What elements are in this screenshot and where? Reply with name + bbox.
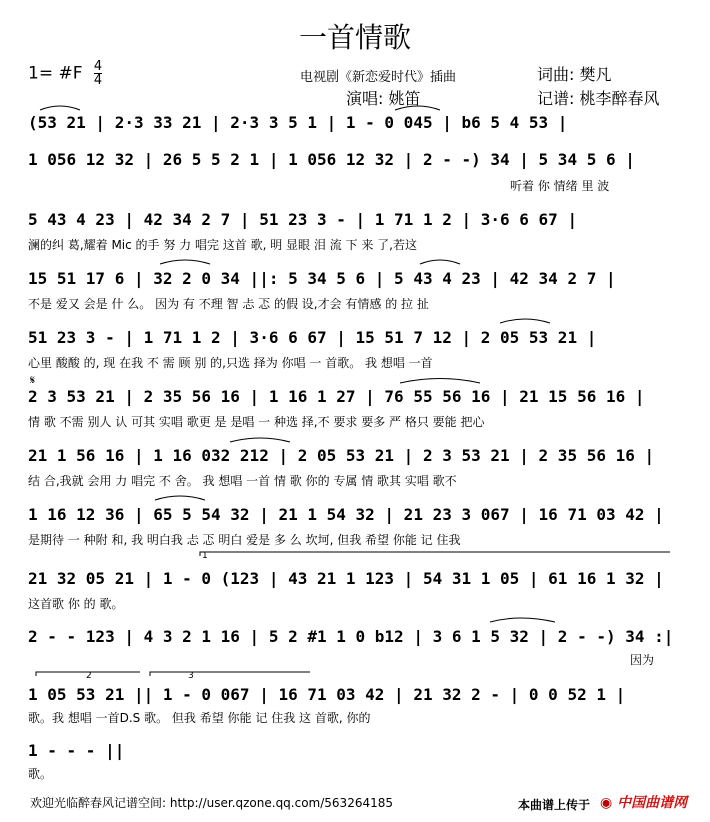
composer: 词曲: 樊凡 xyxy=(537,65,612,84)
time-sig-top: 4 xyxy=(93,59,103,74)
score-line-5-notes: 51 23 3 - | 1 71 1 2 | 3·6 6 67 | 15 51 7 12 | 2 05 53 21 | xyxy=(28,328,597,347)
volta-3-number: 3 xyxy=(188,671,194,681)
key-label: 1= #F xyxy=(28,63,83,84)
score-line-5-lyrics: 心里 酸酸 的, 现 在我 不 需 顾 别 的,只选 择为 你唱 一 首歌。 我 想唱 一首 xyxy=(28,356,433,370)
score-line-10-lyrics: 因为 xyxy=(630,653,655,667)
volta-3-bracket xyxy=(150,672,310,676)
score-line-3-lyrics: 澜的纠 葛,耀着 Mic 的手 努 力 唱完 这首 歌, 明 显眼 泪 流 下 来 了,若这 xyxy=(28,238,417,252)
slur-mark xyxy=(490,618,555,622)
slur-mark xyxy=(395,106,440,110)
slur-mark xyxy=(40,106,80,110)
slur-mark xyxy=(155,496,205,500)
volta-1-number: 1 xyxy=(202,551,208,561)
slur-mark xyxy=(160,260,210,264)
volta-2-number: 2 xyxy=(86,671,92,681)
score-line-9-notes: 21 32 05 21 | 1 - 0 (123 | 43 21 1 123 | 54 31 1 05 | 61 16 1 32 | xyxy=(28,569,664,588)
score-line-1-notes: (53 21 | 2·3 33 21 | 2·3 3 5 1 | 1 - 0 045 | b6 5 4 53 | xyxy=(28,113,568,132)
globe-icon: ◉ xyxy=(600,795,613,811)
score-line-12-notes: 1 - - - || xyxy=(28,741,125,760)
score-line-11-lyrics: 歌。我 想唱 一首D.S 歌。 但我 希望 你能 记 住我 这 首歌, 你的 xyxy=(28,711,371,725)
score-line-2-lyrics: 听着 你 情绪 里 波 xyxy=(510,179,610,193)
segno-mark: 𝄋 xyxy=(30,373,36,387)
slur-mark xyxy=(500,319,550,323)
score-line-10-notes: 2 - - 123 | 4 3 2 1 16 | 5 2 #1 1 0 b12 | 3 6 1 5 32 | 2 - -) 34 :| xyxy=(28,627,674,646)
score-line-8-notes: 1 16 12 36 | 65 5 54 32 | 21 1 54 32 | 21 23 3 067 | 16 71 03 42 | xyxy=(28,505,664,524)
site-name: 中国曲谱网 xyxy=(617,795,688,811)
footer-upload: 本曲谱上传于 xyxy=(518,798,591,812)
score-line-7-lyrics: 结 合,我就 会用 力 唱完 不 舍。 我 想唱 一首 情 歌 你的 专属 情 歌其 实唱 歌不 xyxy=(28,474,457,488)
transcriber: 记谱: 桃李醉春风 xyxy=(537,89,660,108)
singer: 演唱: 姚笛 xyxy=(346,89,421,108)
score-line-7-notes: 21 1 56 16 | 1 16 032 212 | 2 05 53 21 | 2 3 53 21 | 2 35 56 16 | xyxy=(28,446,655,465)
slur-mark xyxy=(230,438,290,442)
score-line-6-notes: 2 3 53 21 | 2 35 56 16 | 1 16 1 27 | 76 55 56 16 | 21 15 56 16 | xyxy=(28,387,645,406)
source-note: 电视剧《新恋爱时代》插曲 xyxy=(300,70,457,85)
score-line-2-notes: 1 056 12 32 | 26 5 5 2 1 | 1 056 12 32 | 2 - -) 34 | 5 34 5 6 | xyxy=(28,150,635,169)
song-title: 一首情歌 xyxy=(298,21,411,54)
volta-1-bracket xyxy=(200,552,670,556)
score-line-4-notes: 15 51 17 6 | 32 2 0 34 ||: 5 34 5 6 | 5 43 4 23 | 42 34 2 7 | xyxy=(28,269,616,288)
score-line-8-lyrics: 是期待 一 种附 和, 我 明白我 忐 忑 明白 爱是 多 么 坎坷, 但我 希望 你能 记 住我 xyxy=(28,533,461,547)
score-line-3-notes: 5 43 4 23 | 42 34 2 7 | 51 23 3 - | 1 71 1 2 | 3·6 6 67 | xyxy=(28,210,578,229)
score-line-11-notes: 1 05 53 21 || 1 - 0 067 | 16 71 03 42 | 21 32 2 - | 0 0 52 1 | xyxy=(28,685,626,704)
site-logo xyxy=(600,792,687,812)
time-sig-bottom: 4 xyxy=(93,73,103,88)
score-line-9-lyrics: 这首歌 你 的 歌。 xyxy=(28,597,124,611)
score-line-6-lyrics: 情 歌 不需 别人 认 可其 实唱 歌更 是 是唱 一 种选 择,不 要求 要多 严 格只 要能 把心 xyxy=(28,415,485,429)
score-line-12-lyrics: 歌。 xyxy=(28,767,53,781)
slur-mark xyxy=(420,260,460,264)
slur-mark xyxy=(400,379,480,384)
footer-visit: 欢迎光临醉春风记谱空间: http://user.qzone.qq.com/563264185 xyxy=(30,796,394,810)
score-line-4-lyrics: 不是 爱又 会是 什 么。 因为 有 不理 智 忐 忑 的假 设,才会 有情感 的 拉 扯 xyxy=(28,297,429,311)
